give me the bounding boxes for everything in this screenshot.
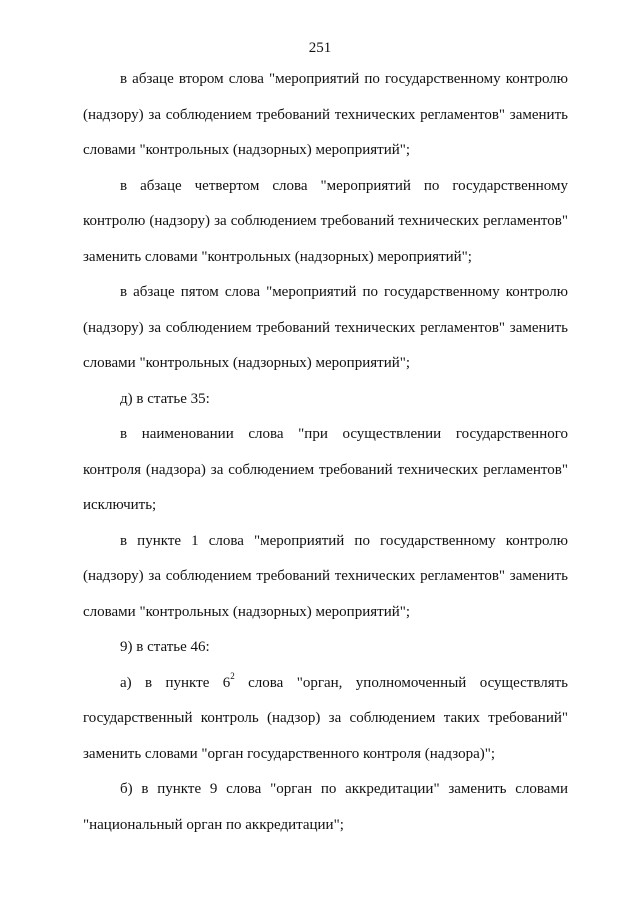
- page-number: 251: [308, 40, 332, 56]
- paragraph-punkt-6-2: [83, 666, 568, 773]
- paragraph-abzac-vtoroy: в абзаце втором слова "мероприятий по государственному контролю (надзору) за соблюдением требований технических регламентов" заменить словами "контрольных (надзорных) мероприятий";: [83, 71, 568, 158]
- paragraph-naimenovanie: в наименовании слова "при осуществлении государственного контроля (надзора) за соблюдением требований технических регламентов" исключить;: [83, 426, 568, 513]
- paragraph-punkt-1: в пункте 1 слова "мероприятий по государственному контролю (надзору) за соблюдением требований технических регламентов" заменить словами "контрольных (надзорных) мероприятий";: [83, 532, 568, 620]
- paragraph-text-before-superscript: а) в пункте 6: [120, 674, 231, 691]
- document-body: [83, 62, 568, 843]
- superscript-index: 2: [230, 670, 235, 681]
- paragraph-text-after-superscript: слова "орган, уполномоченный осуществлять государственный контроль (надзор) за соблюдением таких требований" заменить словами "орган государственного контроля (надзора)";: [83, 674, 568, 762]
- paragraph-punkt-9: б) в пункте 9 слова "орган по аккредитации" заменить словами "национальный орган по аккредитации";: [83, 781, 568, 833]
- paragraph-statya-46: 9) в статье 46:: [120, 639, 210, 655]
- paragraph-abzac-pyatyy: в абзаце пятом слова "мероприятий по государственному контролю (надзору) за соблюдением требований технических регламентов" заменить словами "контрольных (надзорных) мероприятий";: [83, 284, 568, 371]
- paragraph-abzac-chetvertyy: в абзаце четвертом слова "мероприятий по государственному контролю (надзору) за соблюдением требований технических регламентов" заменить словами "контрольных (надзорных) мероприятий";: [83, 177, 568, 265]
- paragraph-statya-35: д) в статье 35:: [120, 390, 210, 407]
